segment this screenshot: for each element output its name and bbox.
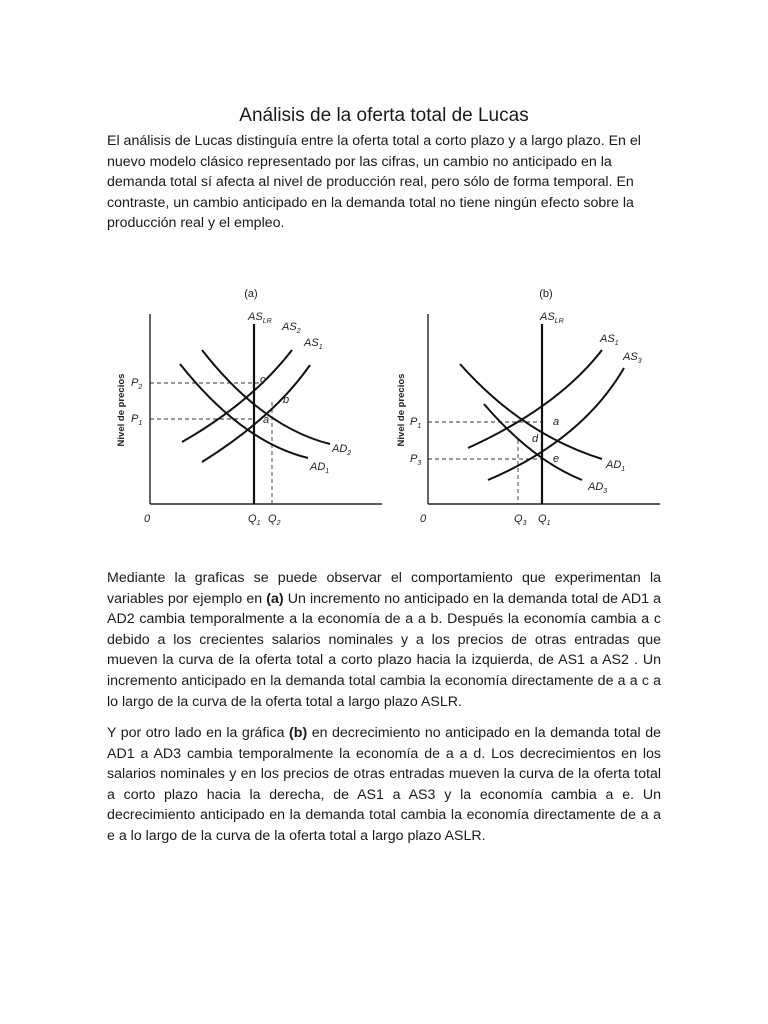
panel-a-ad2-curve [202, 350, 330, 444]
panel-b-reference: (b) [289, 725, 308, 741]
panel-a-p1-tick: $P_1$ [131, 413, 143, 427]
panel-a-aslr-label: $AS_{LR}$ [248, 311, 272, 325]
panel-b-as1-label: $AS_1$ [600, 333, 619, 347]
panel-b-p3-tick: $P_3$ [410, 453, 422, 467]
panel-a-q1-tick: $Q_1$ [248, 513, 261, 527]
panel-a-reference: (a) [266, 590, 284, 607]
panel-b-point-d: d [532, 433, 539, 445]
panel-b-q3-tick: $Q_3$ [514, 513, 527, 527]
panel-b-ad1-curve [460, 364, 602, 459]
lucas-figure [112, 252, 664, 530]
panel-b-point-e: e [553, 453, 560, 465]
panel-a-as2-curve [182, 350, 292, 442]
explanation-paragraph-b: Y por otro lado en la gráfica (b) en decrecimiento no anticipado en la demanda total de AD1 a AD3 cambia temporalmente la economía de a a d. Los decrecimientos en los salarios nominales y en los precios de otras entradas mueven la curva de la oferta total a corto plazo hacia la derecha, de AS1 a AS3 y la economía cambia a e. Un decrecimiento anticipado en la demanda total cambia la economía directamente de a a e a lo largo de la curva de la oferta total a largo plazo ASLR. [107, 725, 662, 844]
panel-a-as2-label: $AS_2$ [282, 321, 301, 335]
intro-paragraph: El análisis de Lucas distinguía entre la oferta total a corto plazo y a largo plazo. En el nuevo modelo clásico representado por las cifras, un cambio no anticipado en la demanda total sí afecta al nivel de producción real, pero sólo de forma temporal. En contraste, un cambio anticipado en la demanda total no tiene ningún efecto sobre la producción real y el empleo. [107, 133, 641, 232]
panel-b-aslr-label: $AS_{LR}$ [540, 311, 564, 325]
panel-a-ad1-label: $AD_1$ [310, 461, 330, 475]
explanation-paragraph-a: Mediante la graficas se puede observar el comportamiento que experimentan la variables por ejemplo en (a) Un incremento no anticipado en la demanda total de AD1 a AD2 cambia temporalmente a la economía de a a b. Después la economía cambia a c debido a los crecientes salarios nominales y a los precios de otras entradas que mueven la curva de la oferta total a corto plazo hacia la izquierda, de AS1 a AS2 . Un incremento anticipado en la demanda total cambia la economía directamente de a a c a lo largo de la curva de la oferta total a largo plazo ASLR. [107, 570, 662, 710]
panel-a-as1-label: $AS_1$ [304, 337, 323, 351]
panel-a-origin: 0 [144, 513, 151, 525]
panel-a [116, 288, 382, 527]
panel-a-point-b: b [283, 394, 290, 406]
panel-b-point-a: a [553, 416, 560, 428]
panel-b-origin: 0 [420, 513, 427, 525]
panel-b-ylabel: Nivel de precios [396, 373, 407, 447]
panel-b [396, 288, 660, 527]
panel-a-p2-tick: $P_2$ [131, 377, 143, 391]
panel-a-ad1-curve [180, 364, 308, 458]
panel-a-as1-curve [202, 365, 310, 462]
document-title: Análisis de la oferta total de Lucas [239, 104, 529, 126]
panel-a-title: (a) [244, 288, 258, 300]
figure-svg [112, 252, 664, 530]
panel-a-ylabel: Nivel de precios [116, 373, 127, 447]
panel-a-q2-tick: $Q_2$ [268, 513, 281, 527]
panel-b-q1-tick: $Q_1$ [538, 513, 551, 527]
panel-b-title: (b) [539, 288, 553, 300]
panel-a-point-a: a [263, 414, 270, 426]
panel-b-as3-label: $AS_3$ [623, 351, 642, 365]
panel-a-point-c: c [260, 374, 266, 386]
panel-b-ad1-label: $AD_1$ [606, 459, 626, 473]
panel-a-ad2-label: $AD_2$ [332, 443, 352, 457]
panel-b-p1-tick: $P_1$ [410, 416, 422, 430]
panel-b-ad3-label: $AD_3$ [588, 481, 608, 495]
